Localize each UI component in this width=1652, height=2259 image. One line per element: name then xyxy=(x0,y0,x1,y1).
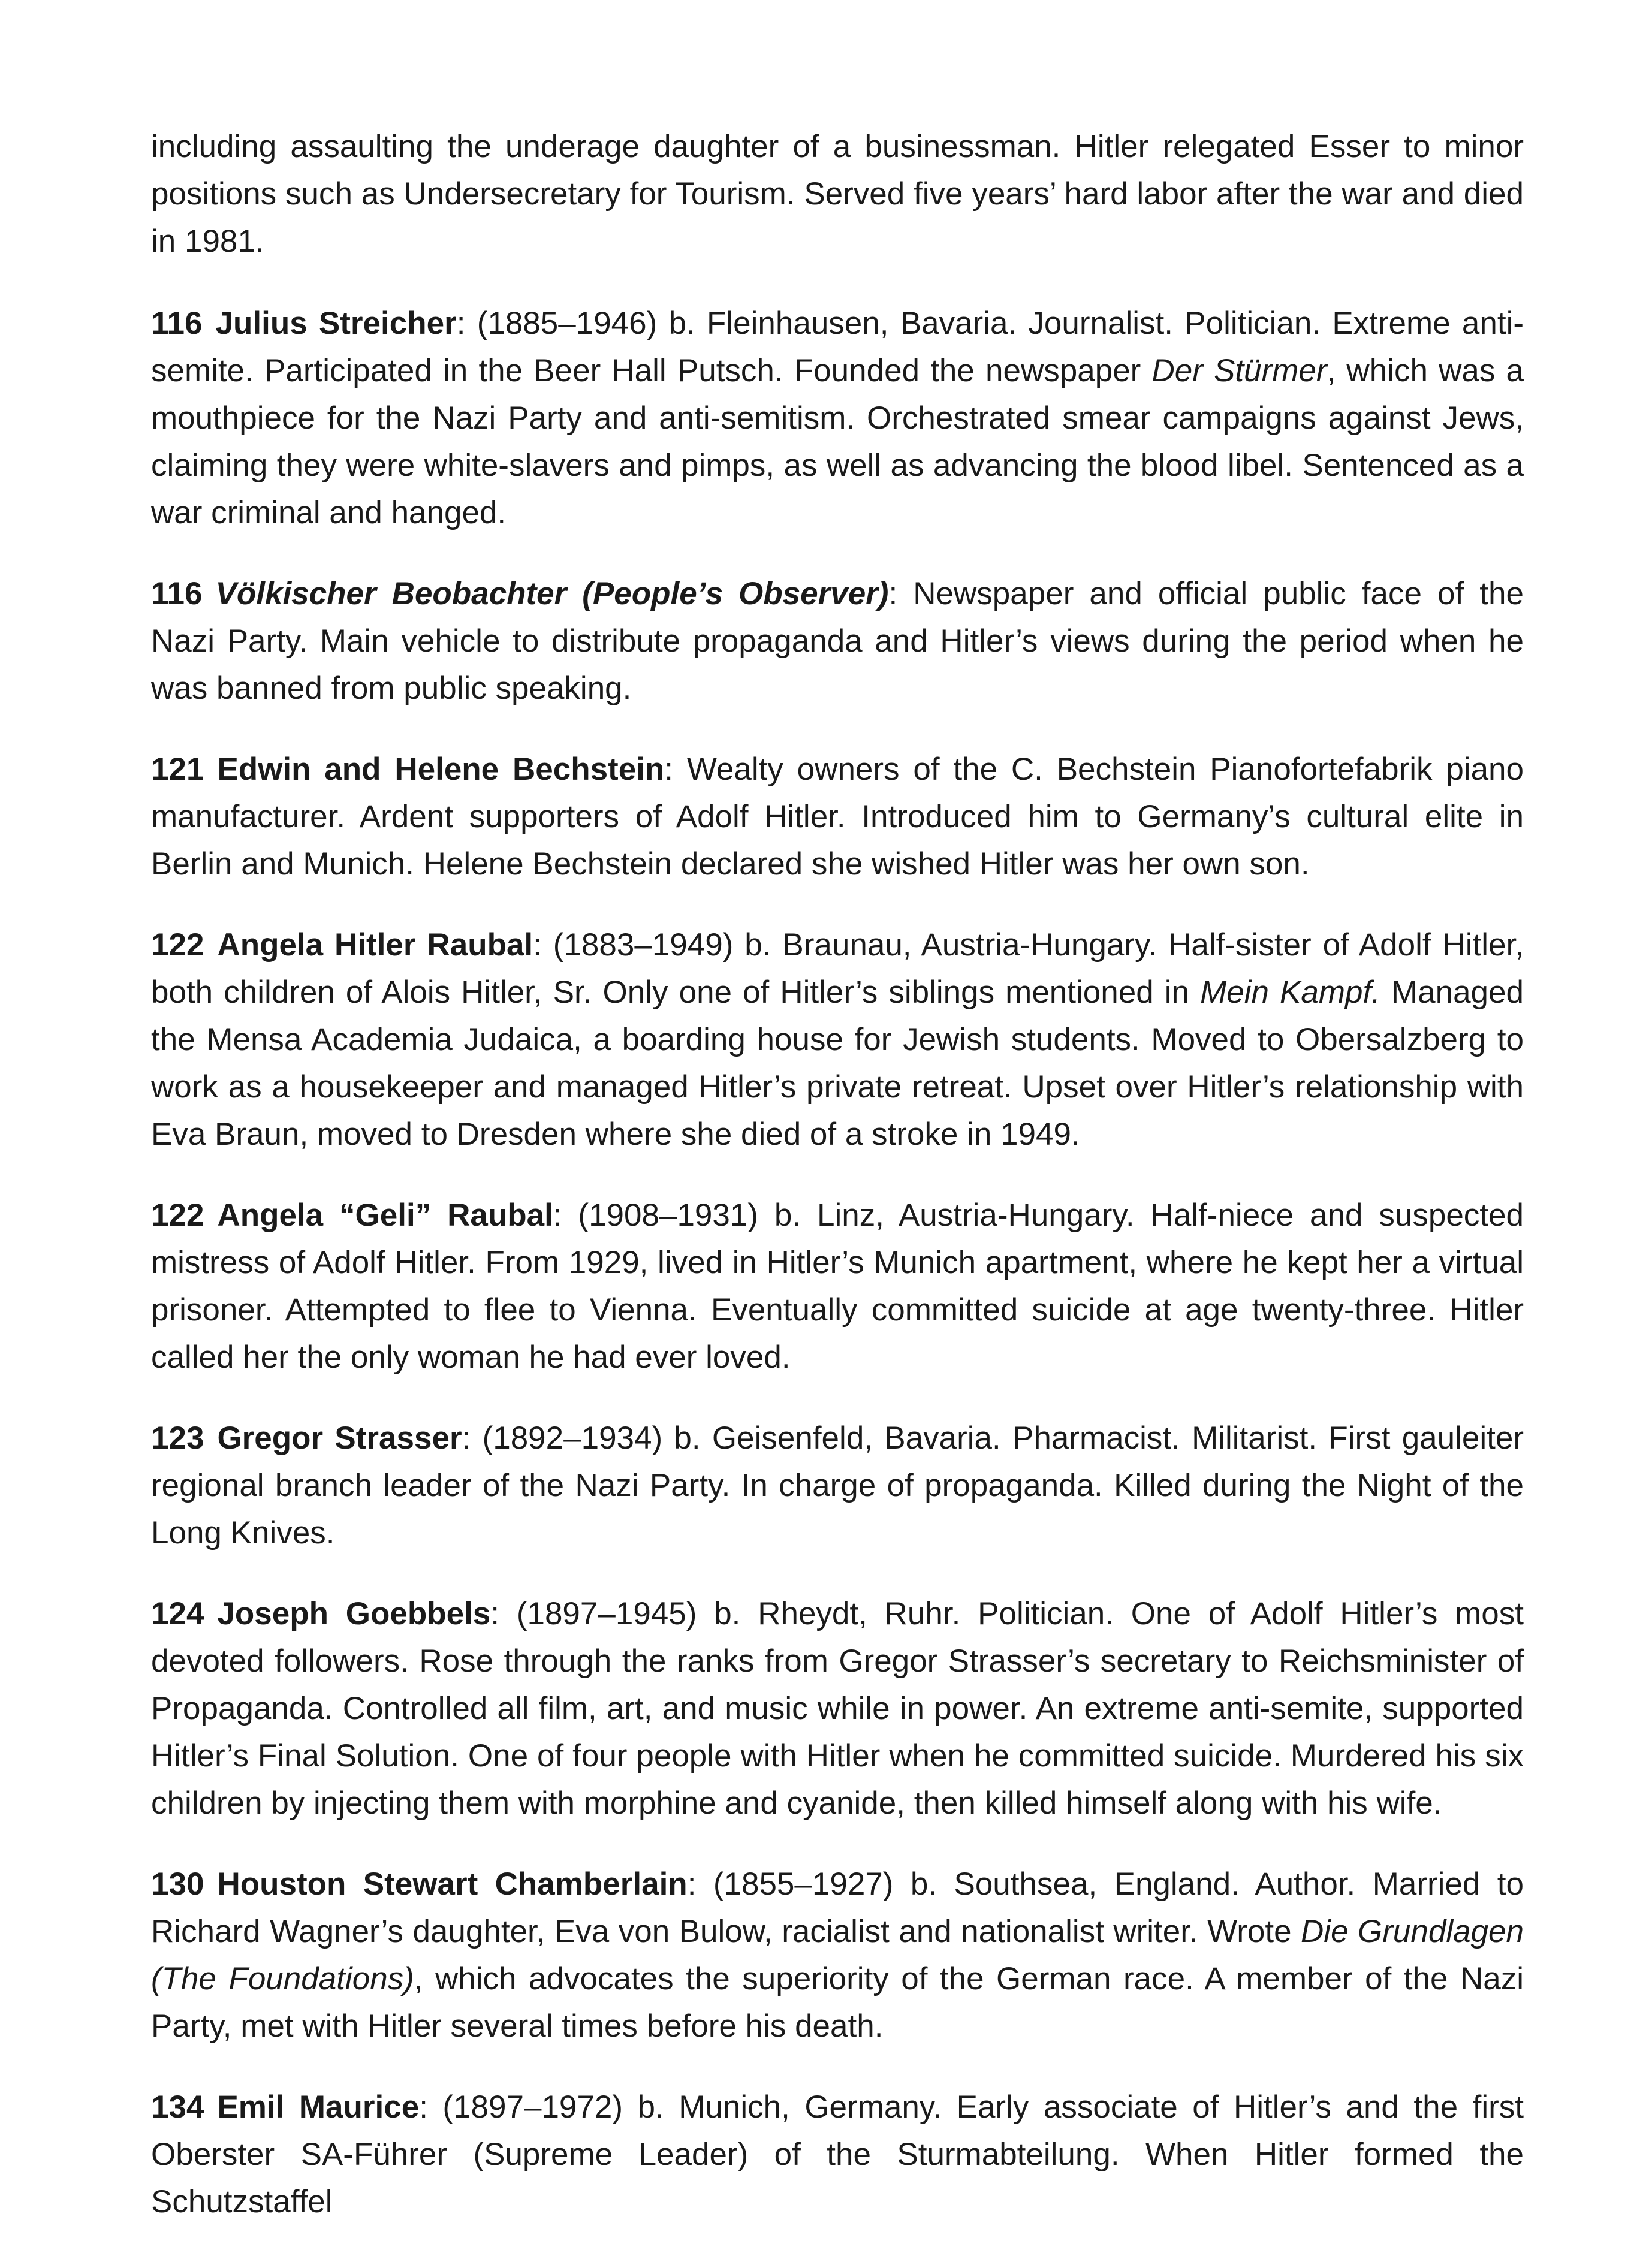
entry-text: : (1897–1945) b. Rheydt, Ruhr. Politician. One of Adolf Hitler’s most devoted followers. Rose through the ranks from Gregor Strasser’s secretary to Reichsminister of Propaganda. Controlled all film, art, and music while in power. An extreme anti-semite, supported Hitler’s Final Solution. One of four people with Hitler when he committed suicide. Murdered his six children by injecting them with morphine and cyanide, then killed himself along with his wife. xyxy=(151,1596,1524,1821)
page-reference-number: 124 xyxy=(151,1596,204,1631)
glossary-entry-continuation xyxy=(151,123,1524,265)
entry-text: : (1908–1931) b. Linz, Austria-Hungary. Half-niece and suspected mistress of Adolf Hitler. From 1929, lived in Hitler’s Munich apartment, where he kept her a virtual prisoner. Attempted to flee to Vienna. Eventually committed suicide at age twenty-three. Hitler called her the only woman he had ever loved. xyxy=(151,1198,1524,1375)
entry-text: : Newspaper and official public face of the Nazi Party. Main vehicle to distribute propaganda and Hitler’s views during the period when he was banned from public speaking. xyxy=(151,576,1524,706)
entry-name: Gregor Strasser xyxy=(217,1420,462,1456)
entry-italic-title: Die Grundlagen (The Foundations) xyxy=(151,1914,1524,1996)
page-reference-number: 122 xyxy=(151,1198,204,1233)
glossary-entry xyxy=(151,1590,1524,1827)
entry-text-continued: , which advocates the superiority of the German race. A member of the Nazi Party, met with Hitler several times before his death. xyxy=(151,1961,1524,2044)
page-reference-number: 116 xyxy=(151,576,203,611)
page-reference-number: 116 xyxy=(151,306,203,341)
entry-text: including assaulting the underage daughter of a businessman. Hitler relegated Esser to minor positions such as Undersecretary for Tourism. Served five years’ hard labor after the war and died in 1981. xyxy=(151,129,1524,259)
glossary-entry xyxy=(151,746,1524,888)
page-reference-number: 130 xyxy=(151,1866,204,1902)
page-reference-number: 123 xyxy=(151,1420,204,1456)
glossary-entry xyxy=(151,1192,1524,1381)
entry-italic-title: Mein Kampf. xyxy=(1200,975,1380,1010)
entry-name: Julius Streicher xyxy=(215,306,457,341)
entry-text: : (1885–1946) b. Fleinhausen, Bavaria. Journalist. Politician. Extreme anti-semite. Participated in the Beer Hall Putsch. Founded the newspaper xyxy=(151,306,1524,388)
entry-name: Angela “Geli” Raubal xyxy=(217,1198,553,1233)
entry-name: Angela Hitler Raubal xyxy=(217,927,533,963)
entry-name: Joseph Goebbels xyxy=(217,1596,491,1631)
page-reference-number: 134 xyxy=(151,2089,204,2125)
entry-text: : (1855–1927) b. Southsea, England. Author. Married to Richard Wagner’s daughter, Eva von Bulow, racialist and nationalist writer. Wrote xyxy=(151,1866,1524,1949)
entry-name: Edwin and Helene Bechstein xyxy=(217,752,665,787)
glossary-entry xyxy=(151,300,1524,536)
glossary-entry xyxy=(151,570,1524,712)
glossary-entry xyxy=(151,1414,1524,1557)
entry-name: Emil Maurice xyxy=(217,2089,420,2125)
page-reference-number: 121 xyxy=(151,752,204,787)
entry-text: : (1897–1972) b. Munich, Germany. Early associate of Hitler’s and the first Oberster SA-Führer (Supreme Leader) of the Sturmabteilung. When Hitler formed the Schutzstaffel xyxy=(151,2089,1524,2219)
entry-text: : (1883–1949) b. Braunau, Austria-Hungary. Half-sister of Adolf Hitler, both children of Alois Hitler, Sr. Only one of Hitler’s siblings mentioned in xyxy=(151,927,1524,1010)
glossary-page xyxy=(151,123,1524,2259)
glossary-entry xyxy=(151,1860,1524,2050)
page-reference-number: 122 xyxy=(151,927,204,963)
glossary-entry xyxy=(151,2083,1524,2225)
entry-italic-title: Der Stürmer xyxy=(1151,353,1327,388)
entry-name: Völkischer Beobachter (People’s Observer) xyxy=(215,576,889,611)
entry-name: Houston Stewart Chamberlain xyxy=(217,1866,688,1902)
entry-text: : (1892–1934) b. Geisenfeld, Bavaria. Pharmacist. Militarist. First gauleiter regional branch leader of the Nazi Party. In charge of propaganda. Killed during the Night of the Long Knives. xyxy=(151,1420,1524,1551)
glossary-entry xyxy=(151,921,1524,1158)
entry-text: : Wealty owners of the C. Bechstein Pianofortefabrik piano manufacturer. Ardent supporters of Adolf Hitler. Introduced him to Germany’s cultural elite in Berlin and Munich. Helene Bechstein declared she wished Hitler was her own son. xyxy=(151,752,1524,882)
entry-text-continued: Managed the Mensa Academia Judaica, a boarding house for Jewish students. Moved to Obersalzberg to work as a housekeeper and managed Hitler’s private retreat. Upset over Hitler’s relationship with Eva Braun, moved to Dresden where she died of a stroke in 1949. xyxy=(151,975,1524,1152)
entry-text-continued: , which was a mouthpiece for the Nazi Party and anti-semitism. Orchestrated smear campaigns against Jews, claiming they were white-slavers and pimps, as well as advancing the blood libel. Sentenced as a war criminal and hanged. xyxy=(151,353,1524,530)
